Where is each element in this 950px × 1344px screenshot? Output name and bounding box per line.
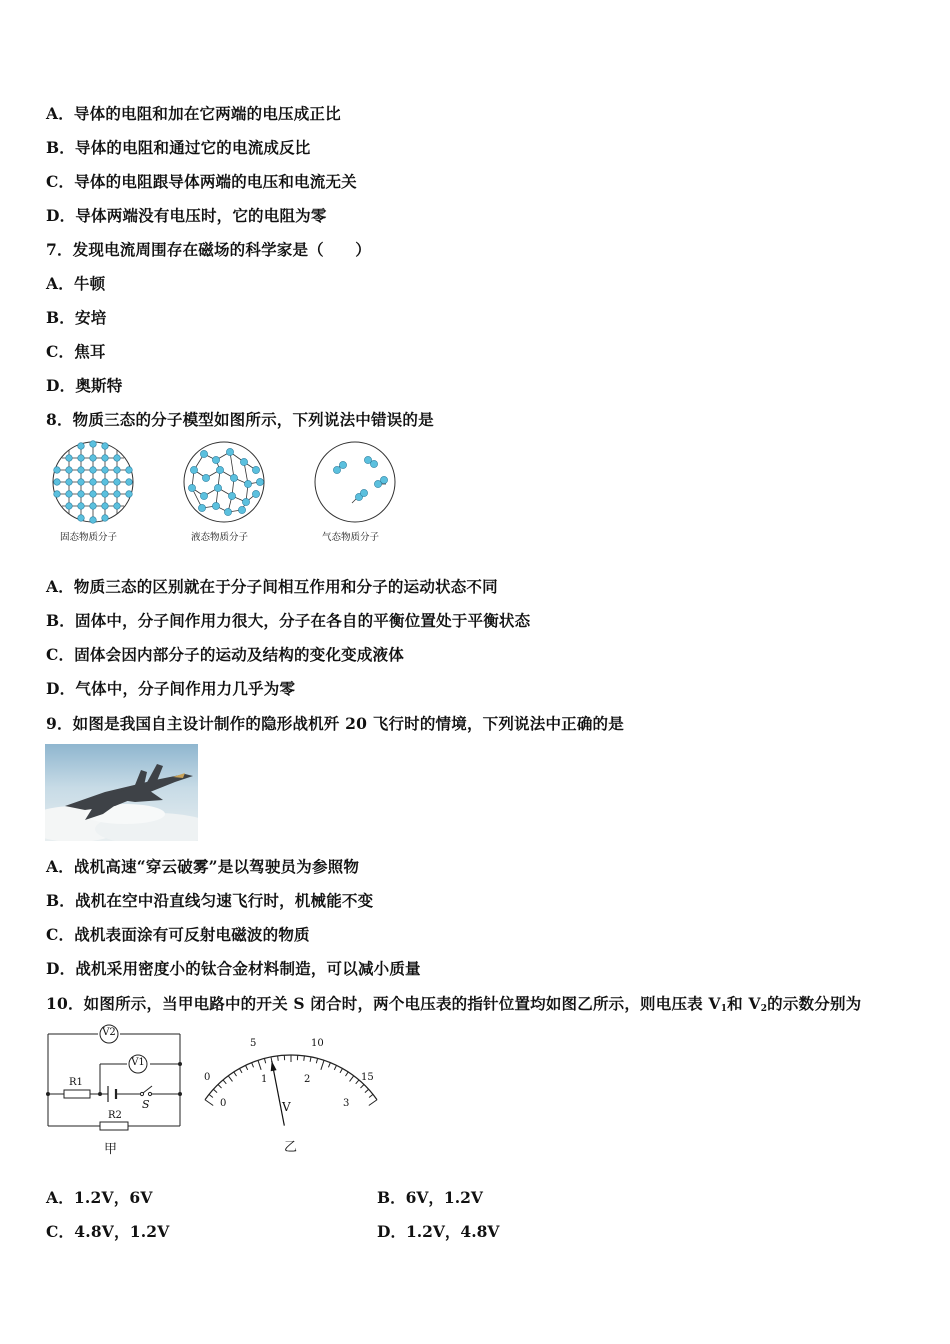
q7-option-c: C．焦耳 — [46, 342, 106, 361]
dial-tick — [316, 1058, 317, 1063]
q7-stem: 7．发现电流周围存在磁场的科学家是（ ） — [46, 240, 371, 259]
q8-option-b: B．固体中，分子间作用力很大，分子在各自的平衡位置处于平衡状态 — [46, 611, 531, 630]
q7-option-a: A．牛顿 — [46, 274, 106, 293]
dial-tick — [310, 1057, 311, 1062]
dial-tick — [258, 1060, 261, 1069]
dial-tick — [223, 1080, 226, 1084]
dial-tick — [228, 1076, 232, 1082]
v2-text: V2 — [102, 1027, 116, 1038]
q7-option-d: D．奥斯特 — [46, 376, 123, 395]
dial-tick — [356, 1080, 359, 1084]
q6-option-a: A．导体的电阻和加在它两端的电压成正比 — [46, 104, 341, 123]
dial-tick — [365, 1089, 369, 1092]
q10-stem: 10．如图所示，当甲电路中的开关 S 闭合时，两个电压表的指针位置均如图乙所示，则电压表 $V_1$和 $V_2$的示数分别为 — [46, 994, 862, 1014]
dial-upper-tick-15: 15 — [361, 1072, 374, 1083]
r1-label: R1 — [69, 1077, 83, 1088]
dial-tick — [252, 1063, 254, 1068]
dial-caption: 乙 — [284, 1140, 298, 1155]
q6-option-d: D．导体两端没有电压时，它的电阻为零 — [46, 206, 327, 225]
molecule-figure — [44, 440, 424, 546]
dial-tick — [369, 1100, 377, 1106]
gas-molecule-diagram — [315, 442, 395, 522]
q9-stem: 9．如图是我国自主设计制作的隐形战机歼 20 飞行时的情境，下列说法中正确的是 — [46, 714, 624, 733]
q10-option-b: B．6V，1.2V — [377, 1188, 483, 1207]
q9-option-b: B．战机在空中沿直线匀速飞行时，机械能不变 — [46, 891, 374, 910]
v2-label — [99, 1026, 119, 1040]
dial-tick — [321, 1060, 324, 1069]
dial-tick — [328, 1063, 330, 1068]
dial-tick — [340, 1068, 342, 1072]
q6-option-c: C．导体的电阻跟导体两端的电压和电流无关 — [46, 172, 357, 191]
q10-option-a: A．1.2V，6V — [46, 1188, 153, 1207]
dial-tick — [369, 1094, 373, 1097]
dial-tick — [264, 1058, 265, 1063]
dial-tick — [205, 1100, 213, 1106]
q9-option-a: A．战机高速“穿云破雾”是以驾驶员为参照物 — [46, 857, 360, 876]
liquid-molecule-diagram — [184, 442, 264, 522]
dial-upper-tick-0: 0 — [204, 1072, 211, 1083]
q8-option-c: C．固体会因内部分子的运动及结构的变化变成液体 — [46, 645, 404, 664]
q8-option-d: D．气体中，分子间作用力几乎为零 — [46, 679, 296, 698]
dial-upper-tick-10: 10 — [311, 1038, 324, 1049]
dial-lower-tick-1: 1 — [261, 1074, 268, 1085]
v1-text: V1 — [131, 1057, 145, 1068]
dial-tick — [345, 1072, 348, 1076]
dial-tick — [334, 1065, 336, 1070]
q10-option-d: D．1.2V，4.8V — [377, 1222, 500, 1241]
q9-option-d: D．战机采用密度小的钛合金材料制造，可以减小质量 — [46, 959, 421, 978]
switch-label: S — [142, 1098, 150, 1111]
q6-option-b: B．导体的电阻和通过它的电流成反比 — [46, 138, 311, 157]
dial-lower-tick-3: 3 — [343, 1098, 350, 1109]
voltmeter-dial — [198, 1032, 384, 1162]
q10-option-c: C．4.8V，1.2V — [46, 1222, 170, 1241]
q8-option-a: A．物质三态的区别就在于分子间相互作用和分子的运动状态不同 — [46, 577, 498, 596]
dial-tick — [304, 1056, 305, 1061]
gas-caption: 气态物质分子 — [322, 532, 380, 543]
dial-tick — [350, 1076, 354, 1082]
dial-tick — [234, 1072, 237, 1076]
circuit-caption: 甲 — [104, 1142, 118, 1157]
fighter-jet-photo — [45, 744, 198, 841]
dial-tick — [213, 1089, 217, 1092]
dial-tick — [278, 1056, 279, 1061]
q9-option-c: C．战机表面涂有可反射电磁波的物质 — [46, 925, 310, 944]
dial-tick — [240, 1068, 242, 1072]
q8-stem: 8．物质三态的分子模型如图所示，下列说法中错误的是 — [46, 410, 434, 429]
solid-caption: 固态物质分子 — [60, 532, 118, 543]
q7-option-b: B．安培 — [46, 308, 107, 327]
dial-unit: V — [282, 1100, 291, 1114]
dial-pointer-head — [271, 1061, 277, 1071]
dial-lower-tick-2: 2 — [304, 1074, 311, 1085]
dial-upper-tick-5: 5 — [250, 1038, 257, 1049]
liquid-caption: 液态物质分子 — [191, 532, 249, 543]
solid-molecule-diagram — [53, 441, 133, 524]
dial-tick — [218, 1084, 221, 1088]
circuit-diagram — [42, 1022, 187, 1158]
r2-label: R2 — [108, 1110, 122, 1121]
dial-tick — [246, 1065, 248, 1070]
v1-label — [128, 1056, 148, 1070]
dial-lower-tick-0: 0 — [220, 1098, 227, 1109]
dial-tick — [360, 1084, 363, 1088]
dial-tick — [209, 1094, 213, 1097]
